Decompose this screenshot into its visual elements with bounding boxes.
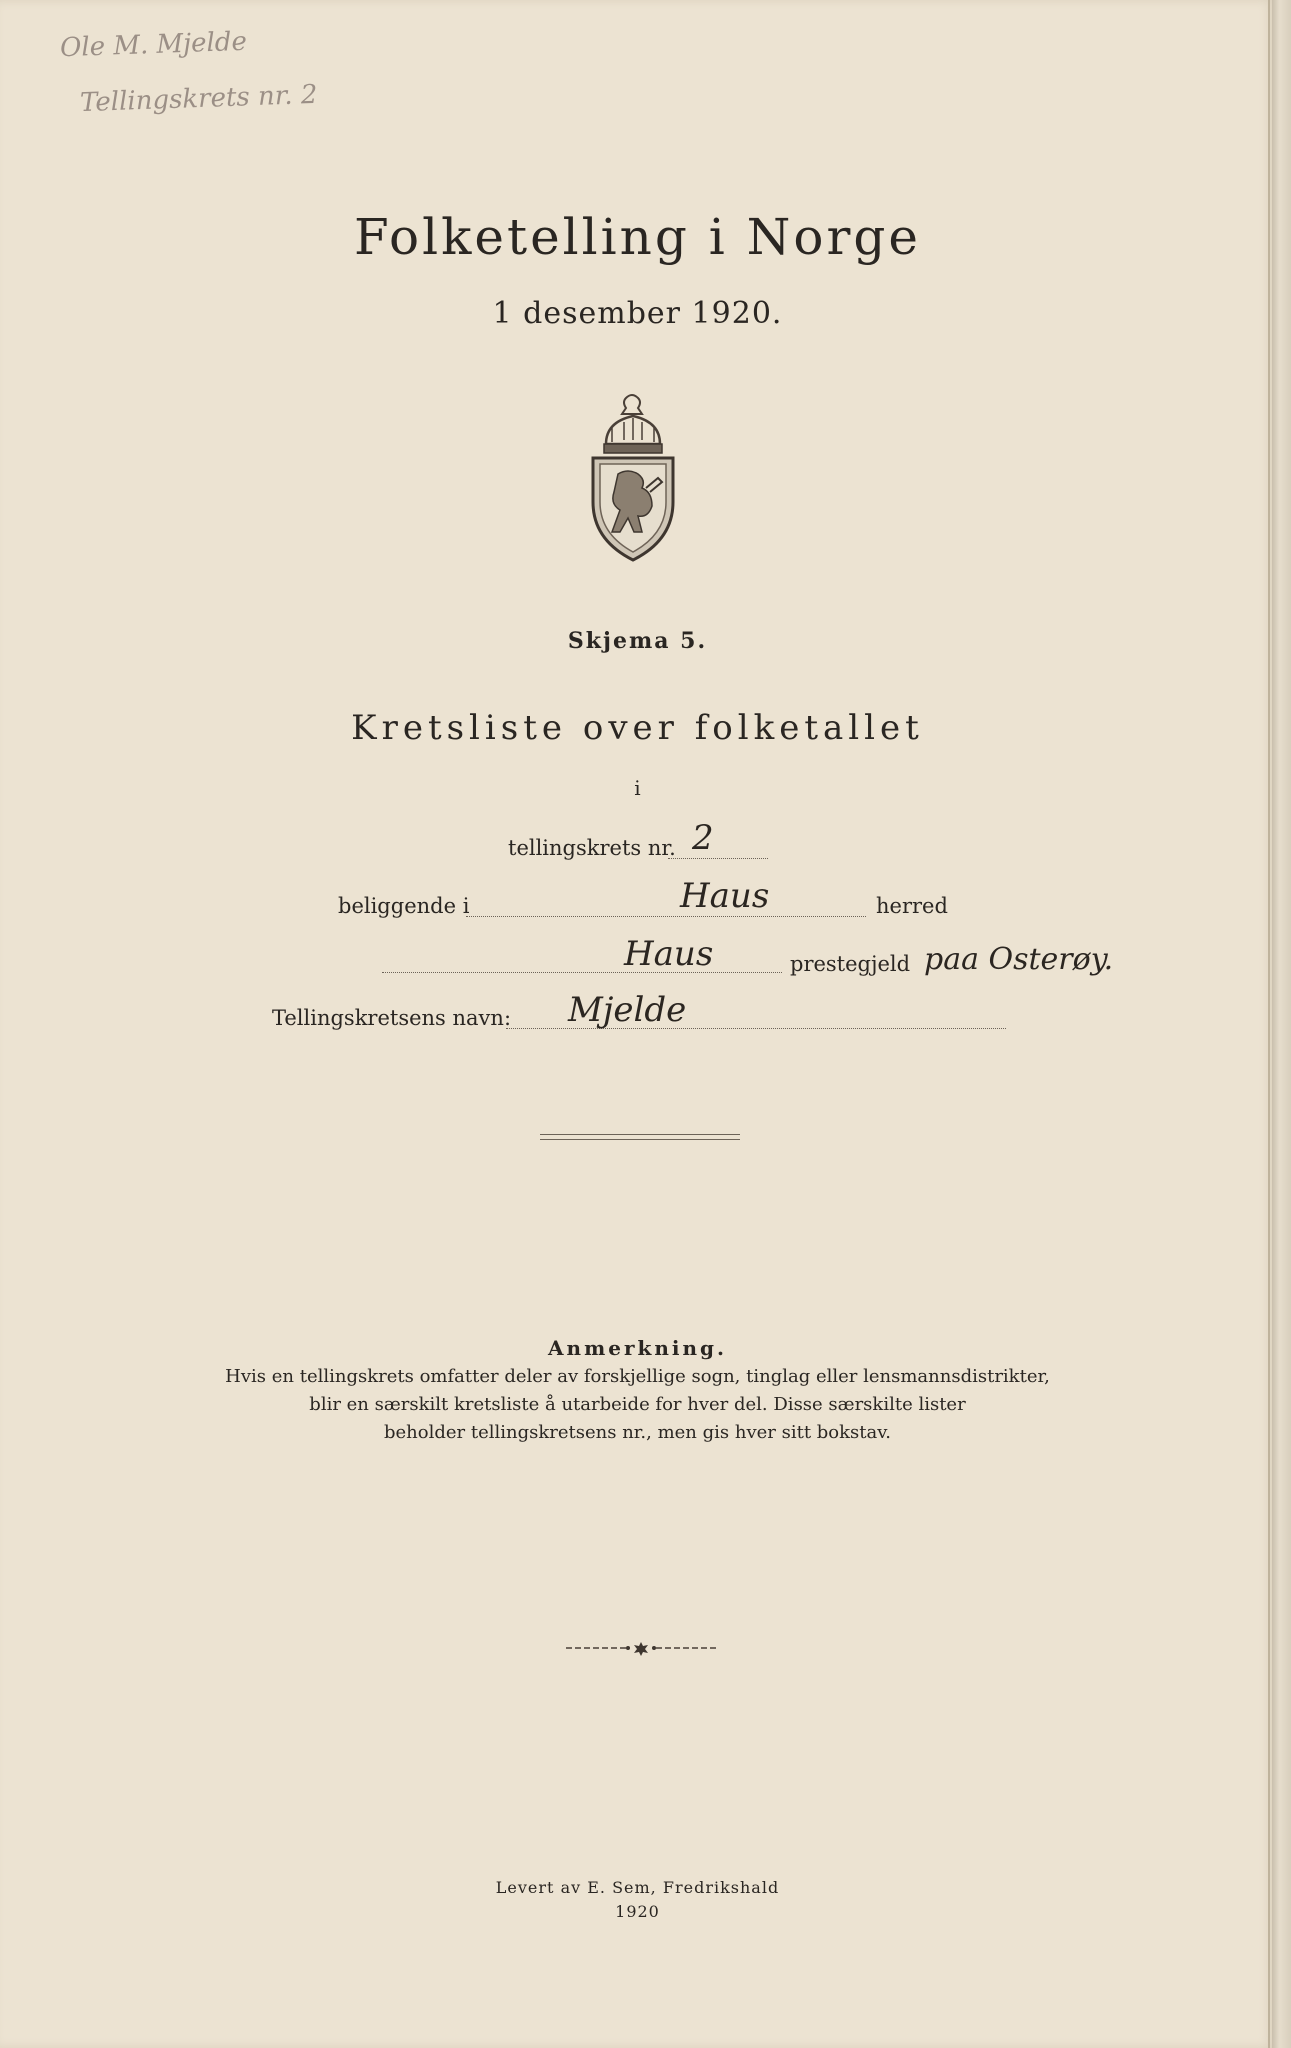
remark-line-1: Hvis en tellingskrets omfatter deler av forskjellige sogn, tinglag eller lensmannsdistrikter, [225, 1366, 1050, 1387]
prestegjeld-line [382, 972, 782, 973]
printer-year: 1920 [615, 1902, 660, 1921]
pencil-note-district: Tellingskrets nr. 2 [79, 79, 318, 119]
beliggende-label: beliggende i [338, 894, 470, 918]
herred-line [466, 916, 866, 917]
tellingskrets-label: tellingskrets nr. [508, 836, 676, 860]
tellingskrets-value: 2 [692, 818, 714, 858]
ornament-divider-icon [566, 1640, 716, 1656]
prestegjeld-value: Haus [624, 934, 714, 974]
remark-line-3: beholder tellingskretsens nr., men gis hver sitt bokstav. [383, 1422, 891, 1443]
remark-line-2: blir en særskilt kretsliste å utarbeide for hver del. Disse særskilte lister [309, 1394, 966, 1415]
prestegjeld-note: paa Osterøy. [924, 942, 1114, 977]
section-divider [540, 1134, 740, 1140]
norwegian-coat-of-arms-icon [588, 392, 678, 564]
census-date: 1 desember 1920. [492, 296, 783, 331]
navn-label: Tellingskretsens navn: [272, 1006, 512, 1030]
page-title: Folketelling i Norge [354, 208, 921, 266]
tellingskrets-line [668, 858, 768, 859]
pencil-note-name: Ole M. Mjelde [59, 26, 248, 64]
prestegjeld-label: prestegjeld [790, 952, 911, 976]
navn-value: Mjelde [568, 990, 687, 1030]
printer-line: Levert av E. Sem, Fredrikshald [495, 1878, 780, 1897]
form-heading: Kretsliste over folketallet [351, 708, 924, 748]
schema-number: Skjema 5. [567, 628, 708, 654]
herred-label: herred [876, 894, 948, 918]
preposition-i: i [634, 776, 641, 800]
remark-title: Anmerkning. [548, 1336, 727, 1360]
herred-value: Haus [680, 876, 770, 916]
